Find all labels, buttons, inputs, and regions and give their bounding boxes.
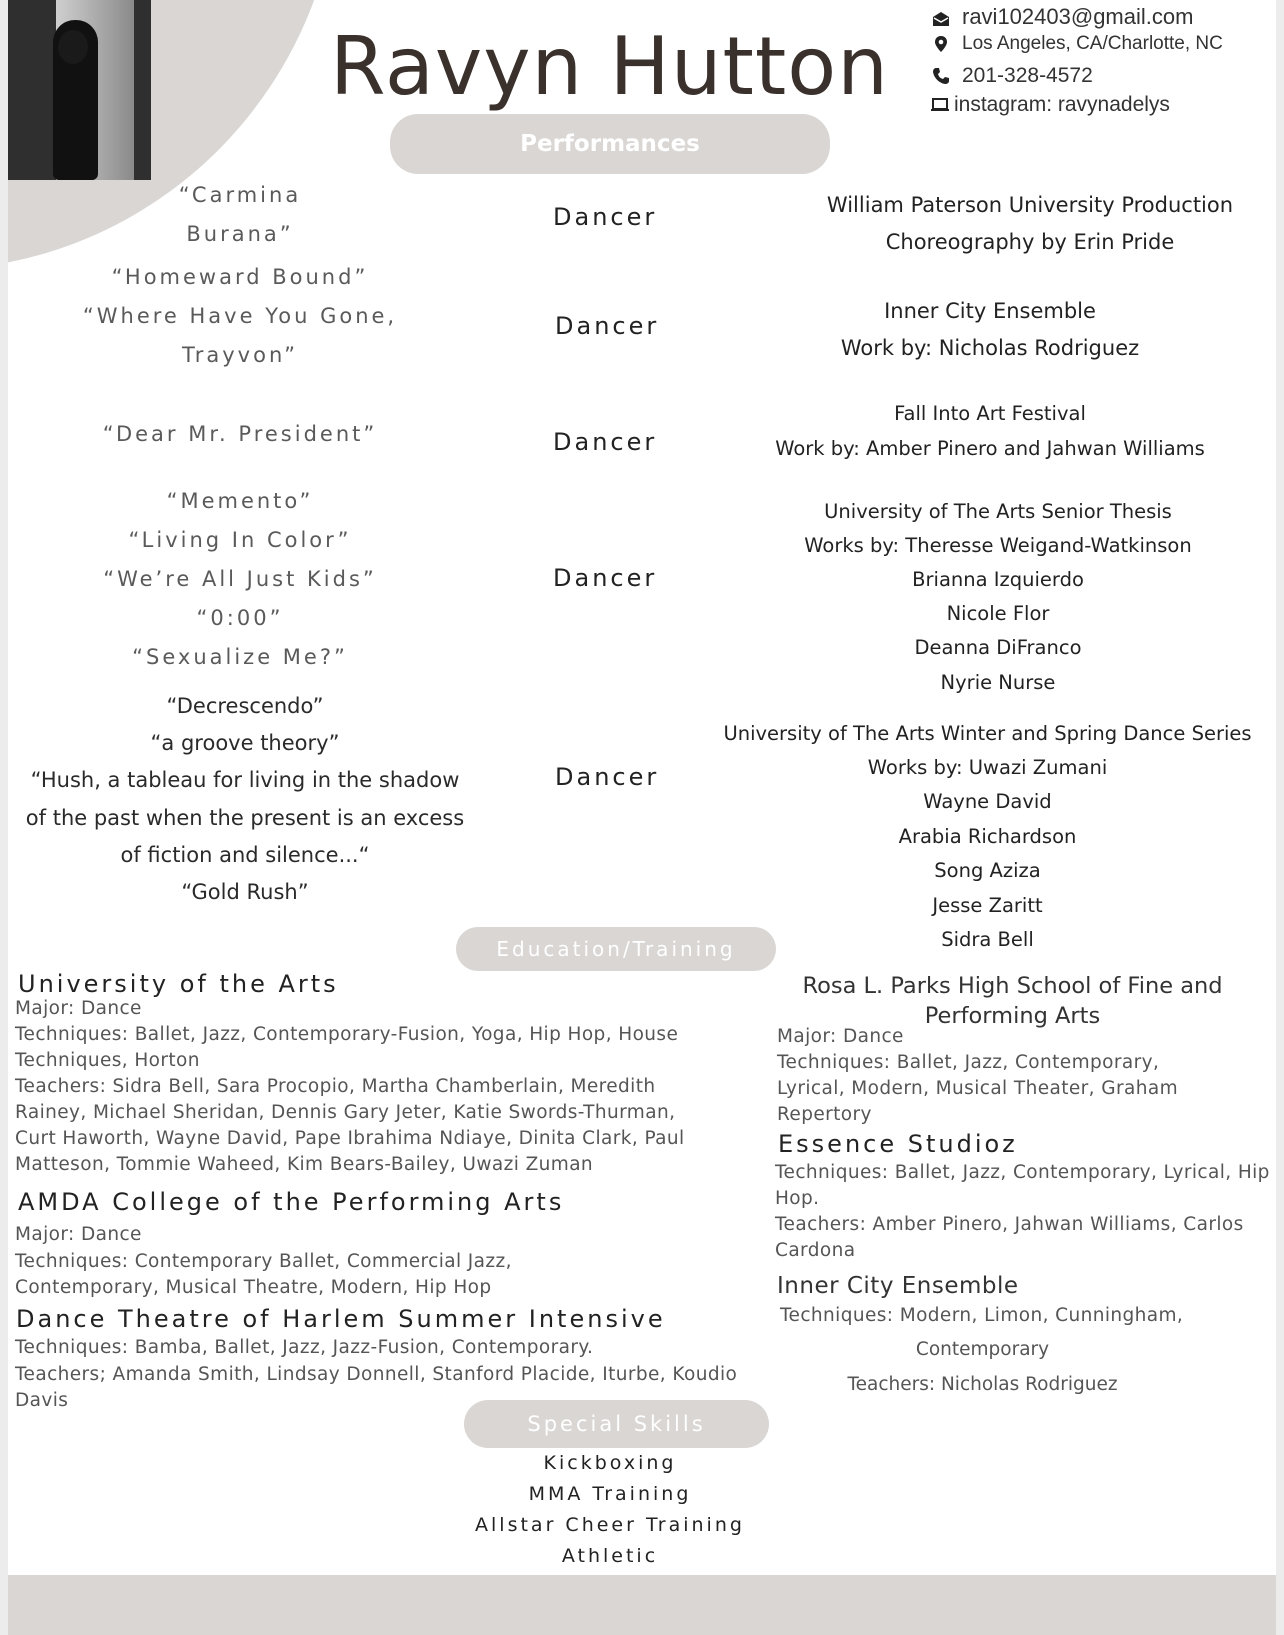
contact-email[interactable] — [932, 4, 1193, 30]
school-name: Dance Theatre of Harlem Summer Intensive — [16, 1305, 666, 1333]
contact-email-text: ravi102403@gmail.com — [962, 4, 1194, 29]
performance-venue: Work by: Amber Pinero and Jahwan Williams — [775, 437, 1205, 460]
contact-location — [932, 33, 1223, 55]
contact-instagram[interactable] — [930, 93, 1170, 117]
skill-item: Kickboxing — [543, 1452, 677, 1474]
section-performances: Performances — [390, 114, 830, 174]
performance-title: “Sexualize Me?” — [132, 645, 348, 669]
school-detail: Davis — [15, 1390, 69, 1411]
performance-title: “Gold Rush” — [181, 880, 309, 904]
skill-item: Allstar Cheer Training — [475, 1514, 745, 1536]
performance-venue: Works by: Theresse Weigand-Watkinson — [804, 534, 1192, 557]
performance-venue: Song Aziza — [934, 859, 1041, 882]
performance-title: “0:00” — [196, 606, 284, 630]
contact-location-text: Los Angeles, CA/Charlotte, NC — [962, 33, 1223, 54]
performance-title: Trayvon” — [182, 343, 298, 367]
school-detail: Teachers; Amanda Smith, Lindsay Donnell, Stanford Placide, Iturbe, Koudio — [15, 1364, 738, 1385]
school-name: University of the Arts — [18, 970, 339, 998]
performance-venue: Choreography by Erin Pride — [885, 230, 1175, 254]
school-detail: Teachers: Nicholas Rodriguez — [847, 1374, 1118, 1395]
profile-photo — [8, 0, 151, 180]
school-detail: Contemporary — [915, 1339, 1050, 1360]
phone-icon — [932, 67, 950, 85]
performance-title: Burana” — [186, 222, 294, 246]
performance-venue: Fall Into Art Festival — [894, 402, 1086, 425]
performance-role: Dancer — [553, 428, 658, 456]
performance-venue: Brianna Izquierdo — [912, 568, 1084, 591]
school-detail: Techniques: Ballet, Jazz, Contemporary-Fusion, Yoga, Hip Hop, House — [15, 1024, 679, 1045]
school-detail: Techniques: Contemporary Ballet, Commercial Jazz, — [15, 1251, 512, 1272]
section-skills: Special Skills — [464, 1400, 769, 1448]
performance-title: “Living In Color” — [128, 528, 352, 552]
school-detail: Techniques: Bamba, Ballet, Jazz, Jazz-Fusion, Contemporary. — [15, 1337, 594, 1358]
school-detail: Hop. — [775, 1188, 820, 1209]
performance-title: “Where Have You Gone, — [82, 304, 398, 328]
school-detail: Matteson, Tommie Waheed, Kim Bears-Bailey, Uwazi Zuman — [15, 1154, 594, 1175]
performance-title: “Dear Mr. President” — [102, 422, 378, 446]
performance-title: “Memento” — [166, 489, 314, 513]
school-detail: Lyrical, Modern, Musical Theater, Graham — [777, 1078, 1178, 1099]
performance-venue: University of The Arts Senior Thesis — [824, 500, 1172, 523]
skill-item: Athletic — [561, 1545, 659, 1567]
school-detail: Rainey, Michael Sheridan, Dennis Gary Jeter, Katie Swords-Thurman, — [15, 1102, 676, 1123]
performance-venue: William Paterson University Production — [826, 193, 1234, 217]
school-detail: Teachers: Amber Pinero, Jahwan Williams, Carlos — [775, 1214, 1244, 1235]
school-detail: Major: Dance — [15, 1224, 142, 1245]
performance-role: Dancer — [553, 203, 658, 231]
performance-role: Dancer — [553, 564, 658, 592]
school-detail: Techniques, Horton — [15, 1050, 200, 1071]
school-detail: Teachers: Sidra Bell, Sara Procopio, Martha Chamberlain, Meredith — [15, 1076, 656, 1097]
school-name: Inner City Ensemble — [777, 1273, 1019, 1299]
laptop-icon — [930, 96, 948, 114]
performance-title: “We’re All Just Kids” — [103, 567, 377, 591]
performance-venue: Wayne David — [923, 790, 1052, 813]
school-name: Essence Studioz — [778, 1130, 1018, 1158]
section-education: Education/Training — [456, 927, 776, 971]
performance-venue: Inner City Ensemble — [884, 299, 1096, 323]
skill-item: MMA Training — [528, 1483, 692, 1505]
performance-venue: Sidra Bell — [941, 928, 1034, 951]
performance-title: of the past when the present is an excess — [25, 806, 465, 830]
performance-venue: Work by: Nicholas Rodriguez — [840, 336, 1140, 360]
performance-role: Dancer — [555, 312, 660, 340]
school-detail: Techniques: Modern, Limon, Cunningham, — [780, 1305, 1184, 1326]
contact-phone[interactable] — [932, 64, 1093, 88]
school-detail: Major: Dance — [15, 998, 142, 1019]
school-detail: Techniques: Ballet, Jazz, Contemporary, — [777, 1052, 1160, 1073]
performance-venue: Nyrie Nurse — [940, 671, 1056, 694]
envelope-icon — [932, 8, 950, 26]
school-name: AMDA College of the Performing Arts — [18, 1188, 565, 1216]
school-detail: Repertory — [777, 1104, 872, 1125]
contact-instagram-text: instagram: ravynadelys — [954, 93, 1170, 116]
performance-title: “Carmina — [178, 183, 302, 207]
performance-title: “a groove theory” — [150, 731, 340, 755]
resume-name: Ravyn Hutton — [330, 20, 889, 113]
footer-band — [8, 1575, 1276, 1635]
contact-phone-text: 201-328-4572 — [962, 64, 1093, 87]
school-detail: Techniques: Ballet, Jazz, Contemporary, Lyrical, Hip — [775, 1162, 1270, 1183]
school-detail: Contemporary, Musical Theatre, Modern, Hip Hop — [15, 1277, 492, 1298]
performance-venue: Arabia Richardson — [898, 825, 1077, 848]
performance-venue: Jesse Zaritt — [932, 894, 1043, 917]
school-name: Rosa L. Parks High School of Fine and — [802, 973, 1223, 999]
school-detail: Curt Haworth, Wayne David, Pape Ibrahima Ndiaye, Dinita Clark, Paul — [15, 1128, 685, 1149]
school-detail: Cardona — [775, 1240, 856, 1261]
performance-title: “Homeward Bound” — [111, 265, 369, 289]
performance-venue: Nicole Flor — [946, 602, 1050, 625]
performance-venue: University of The Arts Winter and Spring Dance Series — [723, 722, 1252, 745]
performance-title: of fiction and silence...“ — [120, 843, 370, 867]
map-pin-icon — [932, 35, 950, 53]
school-name: Performing Arts — [924, 1003, 1101, 1029]
performance-venue: Works by: Uwazi Zumani — [867, 756, 1108, 779]
performance-title: “Hush, a tableau for living in the shadow — [30, 768, 460, 792]
school-detail: Major: Dance — [777, 1026, 904, 1047]
performance-title: “Decrescendo” — [166, 694, 324, 718]
performance-venue: Deanna DiFranco — [914, 636, 1082, 659]
performance-role: Dancer — [555, 763, 660, 791]
